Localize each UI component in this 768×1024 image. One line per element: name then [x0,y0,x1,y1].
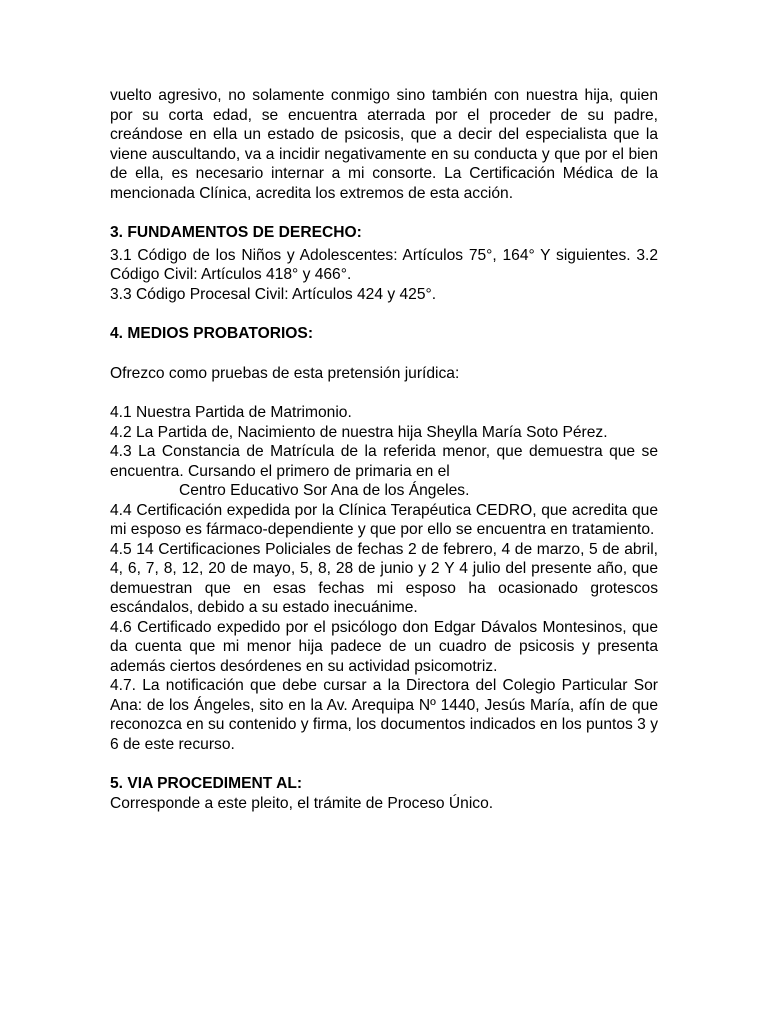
evidence-item-4-3: 4.3 La Constancia de Matrícula de la referida menor, que demuestra que se encuentra. Cursando el primero de primaria en el [110,443,658,480]
section-3-heading: 3. FUNDAMENTOS DE DERECHO: [110,224,362,241]
evidence-item-4-1: 4.1 Nuestra Partida de Matrimonio. [110,404,352,421]
section-3-line-1: 3.1 Código de los Niños y Adolescentes: Artículos 75°, 164° Y siguientes. 3.2 Código Civil: Artículos 418° y 466°. [110,246,658,283]
evidence-item-4-7: 4.7. La notificación que debe cursar a la Directora del Colegio Particular Sor Ana: de los Ángeles, sito en la Av. Arequipa Nº 1440, Jesús María, afín de que reconozca en su contenido y firma, los documentos indicados en los puntos 3 y 6 de este recurso. [110,677,658,753]
evidence-item-4-2: 4.2 La Partida de, Nacimiento de nuestra hija Sheylla María Soto Pérez. [110,423,608,441]
section-4-intro: Ofrezco como pruebas de esta pretensión jurídica: [110,364,460,382]
evidence-item-4-3-continuation: Centro Educativo Sor Ana de los Ángeles. [179,482,470,499]
document-page [110,86,658,813]
section-5-text: Corresponde a este pleito, el trámite de Proceso Único. [110,794,494,812]
section-5-heading: 5. VIA PROCEDIMENT AL: [110,775,303,792]
section-3-line-2: 3.3 Código Procesal Civil: Artículos 424 y 425°. [110,285,437,303]
evidence-item-4-5: 4.5 14 Certificaciones Policiales de fechas 2 de febrero, 4 de marzo, 5 de abril, 4, 6, 7, 8, 12, 20 de mayo, 5, 8, 28 de junio y 2 Y 4 julio del presente año, que demuestran que en esas fechas mi esposo ha ocasionado grotescos escándalos, debido a su estado inecuánime. [110,540,658,616]
section-4-heading: 4. MEDIOS PROBATORIOS: [110,325,314,342]
evidence-item-4-6: 4.6 Certificado expedido por el psicólogo don Edgar Dávalos Montesinos, que da cuenta que mi menor hija padece de un cuadro de psicosis y presenta además ciertos desórdenes en su actividad psicomotriz. [110,618,658,675]
intro-paragraph: vuelto agresivo, no solamente conmigo sino también con nuestra hija, quien por su corta edad, se encuentra aterrada por el proceder de su padre, creándose en ella un estado de psicosis, que a decir del especialista que la viene auscultando, va a incidir negativamente en su conducta y que por el bien de ella, es necesario internar a mi consorte. La Certificación Médica de la mencionada Clínica, acredita los extremos de esta acción. [110,87,658,202]
evidence-item-4-4: 4.4 Certificación expedida por la Clínica Terapéutica CEDRO, que acredita que mi esposo es fármaco-dependiente y que por ello se encuentra en tratamiento. [110,501,658,538]
